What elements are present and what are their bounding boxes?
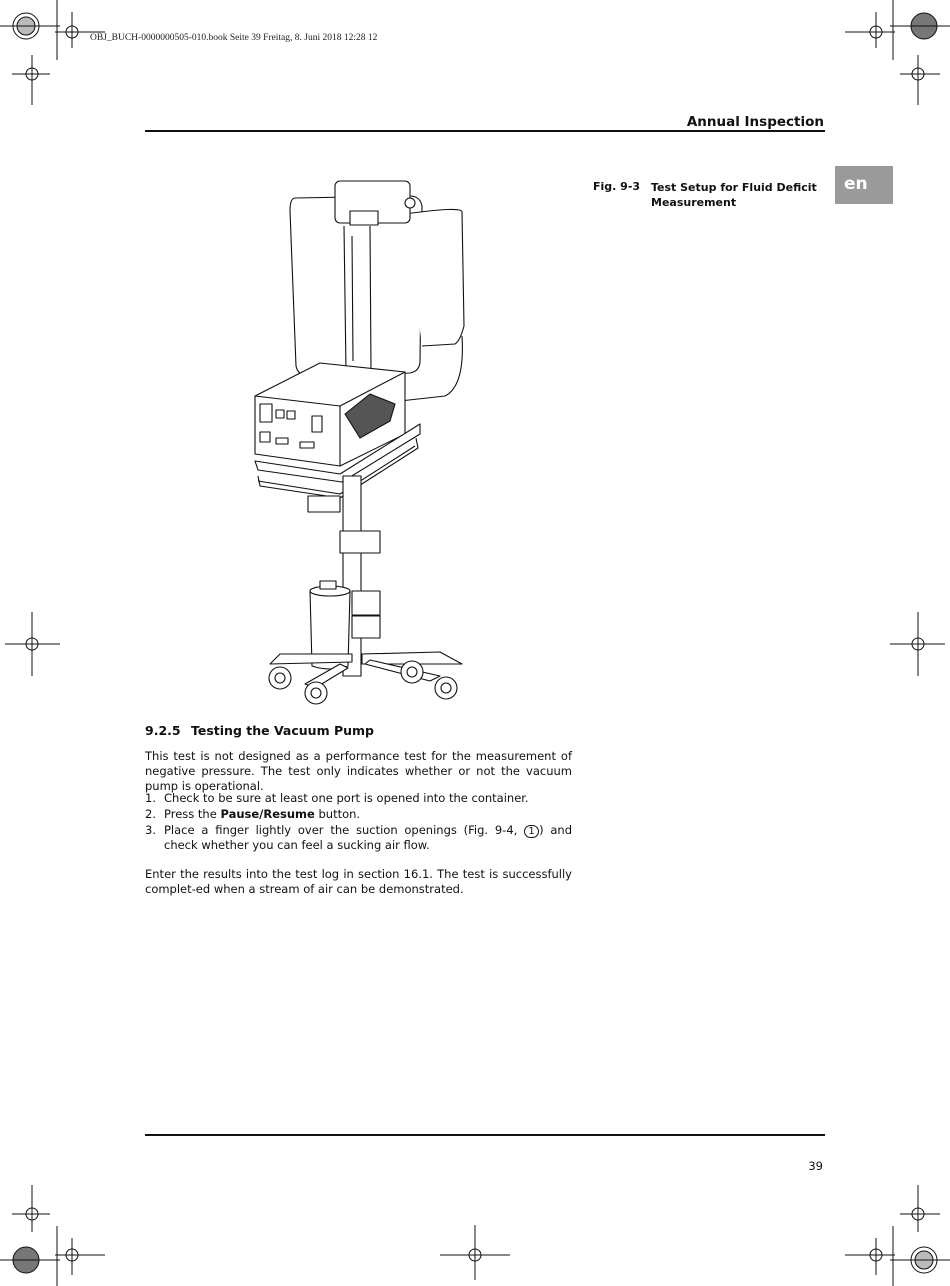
figure-device-illustration: [240, 176, 480, 711]
section-conclusion: Enter the results into the test log in section 16.1. The test is successfully complet-ed when a stream of air can be demonstrated.: [145, 867, 572, 896]
section-title: Testing the Vacuum Pump: [191, 723, 374, 738]
steps-list: [145, 791, 572, 854]
section-intro: This test is not designed as a performance test for the measurement of negative pressure. The test only indicates whether or not the vacuum pump is operational.: [145, 749, 572, 793]
step-text: Check to be sure at least one port is opened into the container.: [164, 791, 529, 805]
print-info: OBJ_BUCH-0000000505-010.book Seite 39 Freitag, 8. Juni 2018 12:28 12: [90, 33, 378, 43]
list-item: [145, 791, 572, 806]
section-heading: [145, 723, 374, 738]
header-rule: [145, 130, 825, 132]
list-item: [145, 823, 572, 853]
figure-number: Fig. 9-3: [593, 180, 641, 193]
step-number: 3.: [145, 823, 156, 837]
page-header-title: Annual Inspection: [686, 114, 824, 130]
footer-rule: [145, 1134, 825, 1136]
step-text-post: button.: [314, 807, 361, 821]
step-number: 2.: [145, 807, 156, 821]
step-text-post: ) and check whether you can feel a sucking air flow.: [164, 823, 573, 852]
step-text-pre: Press the: [164, 807, 221, 821]
step-text-pre: Place a finger lightly over the suction openings (Fig. 9-4,: [164, 823, 525, 837]
language-tab: en: [835, 166, 893, 204]
page-number: 39: [808, 1159, 823, 1173]
section-number: 9.2.5: [145, 723, 181, 738]
list-item: [145, 807, 572, 822]
figure-title: Test Setup for Fluid Deficit Measurement: [651, 181, 817, 209]
step-number: 1.: [145, 791, 156, 805]
callout-number: 1: [524, 825, 539, 838]
button-name-bold: Pause/Resume: [220, 807, 315, 821]
